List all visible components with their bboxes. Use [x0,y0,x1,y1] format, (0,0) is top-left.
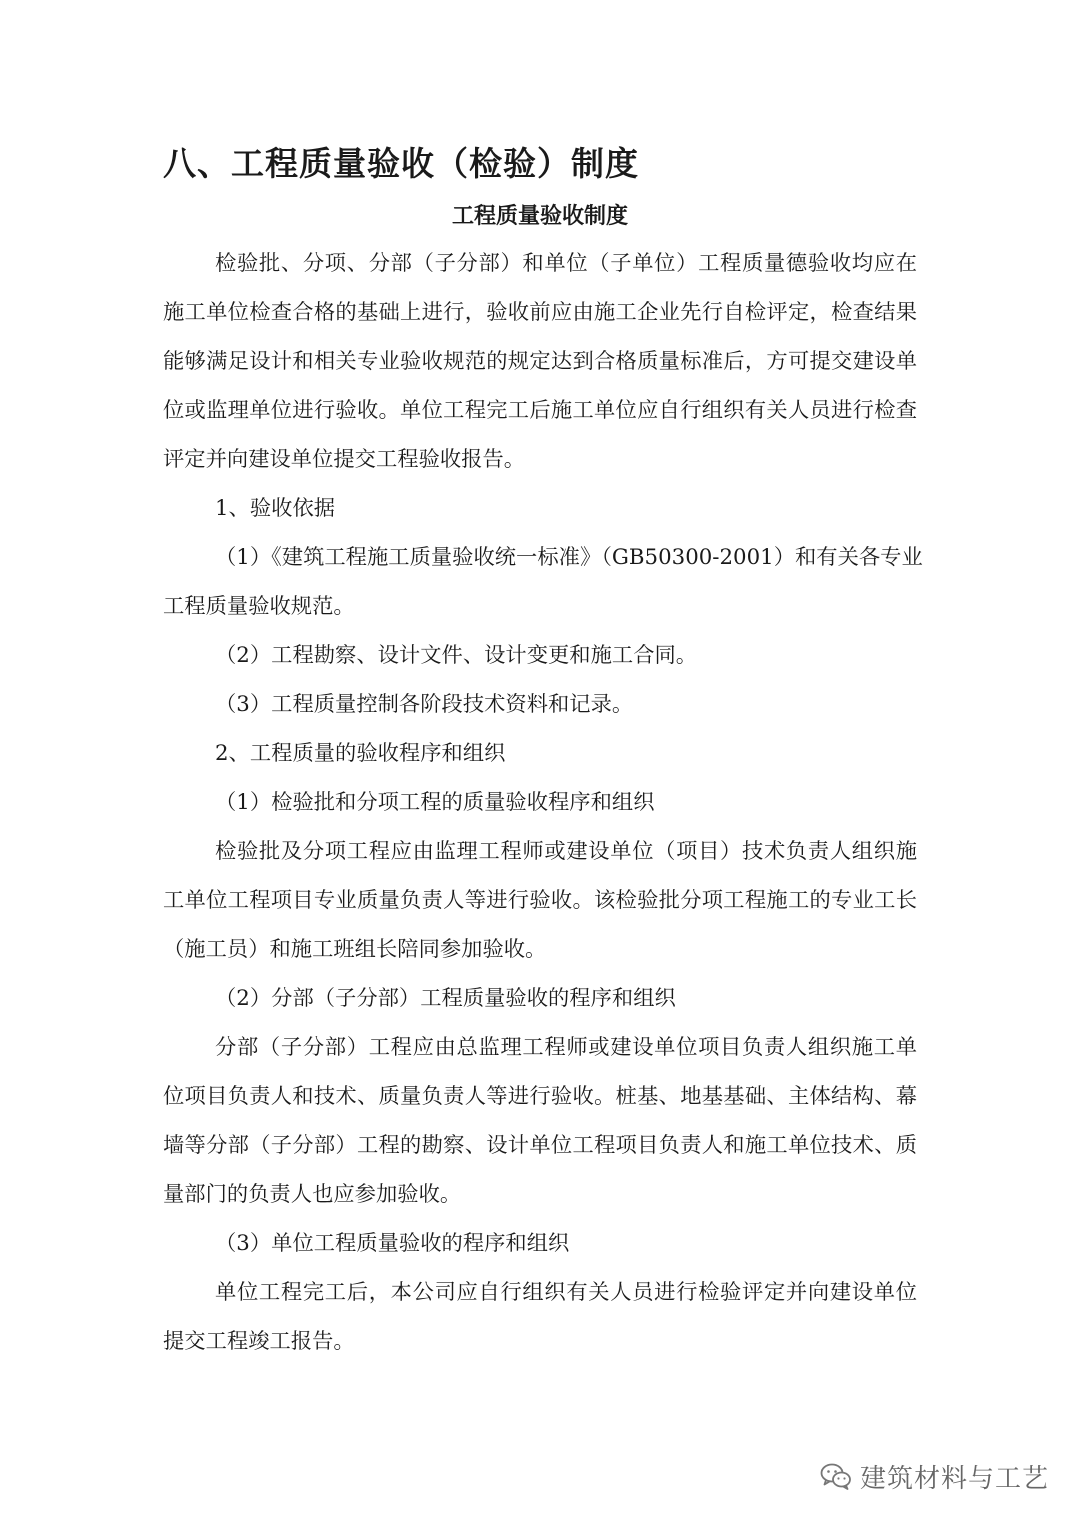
body-line: （1）检验批和分项工程的质量验收程序和组织 [215,790,655,815]
wechat-icon [820,1462,852,1490]
body-line: 1、验收依据 [215,496,336,521]
body-line: 墙等分部（子分部）工程的勘察、设计单位工程项目负责人和施工单位技术、质 [163,1133,917,1158]
document-subtitle: 工程质量验收制度 [451,203,628,229]
body-line: 位项目负责人和技术、质量负责人等进行验收。桩基、地基基础、主体结构、幕 [163,1084,917,1109]
watermark-text: 建筑材料与工艺 [860,1463,1050,1494]
body-line: （3）单位工程质量验收的程序和组织 [215,1231,570,1256]
body-line: 工程质量验收规范。 [163,594,355,619]
body-line: 2、工程质量的验收程序和组织 [215,741,506,766]
body-line: 评定并向建设单位提交工程验收报告。 [163,447,526,472]
body-line: （2）工程勘察、设计文件、设计变更和施工合同。 [215,643,698,668]
body-line: 提交工程竣工报告。 [163,1329,355,1354]
body-line: 单位工程完工后，本公司应自行组织有关人员进行检验评定并向建设单位 [215,1280,917,1305]
body-line: 能够满足设计和相关专业验收规范的规定达到合格质量标准后，方可提交建设单 [163,349,917,374]
body-line: （1）《建筑工程施工质量验收统一标准》（GB50300-2001）和有关各专业 [215,545,923,570]
section-heading: 八、工程质量验收（检验）制度 [163,144,639,183]
body-line: 检验批、分项、分部（子分部）和单位（子单位）工程质量德验收均应在 [215,251,917,276]
body-line: 检验批及分项工程应由监理工程师或建设单位（项目）技术负责人组织施 [215,839,917,864]
body-line: （3）工程质量控制各阶段技术资料和记录。 [215,692,634,717]
body-line: 位或监理单位进行验收。单位工程完工后施工单位应自行组织有关人员进行检查 [163,398,917,423]
body-line: 分部（子分部）工程应由总监理工程师或建设单位项目负责人组织施工单 [215,1035,917,1060]
document-body [163,239,923,1366]
body-line: （施工员）和施工班组长陪同参加验收。 [163,937,547,962]
watermark [820,1458,1049,1494]
body-line: 工单位工程项目专业质量负责人等进行验收。该检验批分项工程施工的专业工长 [163,888,917,913]
body-line: （2）分部（子分部）工程质量验收的程序和组织 [215,986,676,1011]
body-line: 量部门的负责人也应参加验收。 [163,1182,462,1207]
body-line: 施工单位检查合格的基础上进行，验收前应由施工企业先行自检评定，检查结果 [163,300,917,325]
